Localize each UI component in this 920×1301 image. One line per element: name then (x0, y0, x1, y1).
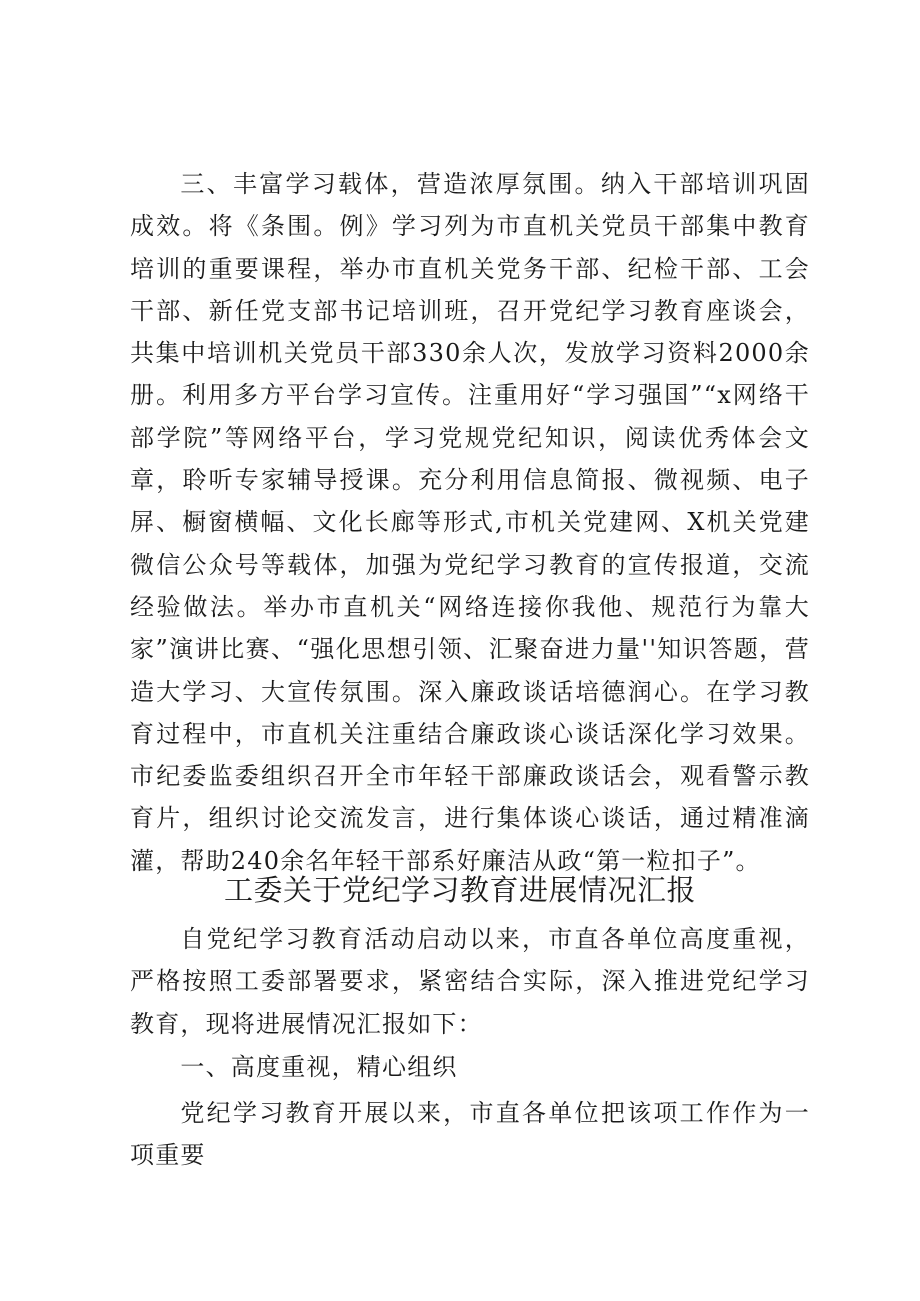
section-heading-one: 一、高度重视，精心组织 (180, 1053, 458, 1081)
body-paragraph-section-one: 党纪学习教育开展以来，市直各单位把该项工作作为一项重要 (130, 1099, 810, 1170)
intro-paragraph: 自党纪学习教育活动启动以来，市直各单位高度重视，严格按照工委部署要求，紧密结合实际，深入推进党纪学习教育，现将进展情况汇报如下： (130, 925, 810, 1038)
body-paragraph-section-three: 三、丰富学习载体，营造浓厚氛围。纳入干部培训巩固成效。将《条围。例》学习列为市直机关党员干部集中教育培训的重要课程，举办市直机关党务干部、纪检干部、工会干部、新任党支部书记培训班，召开党纪学习教育座谈会，共集中培训机关党员干部330余人次，发放学习资料2000余册。利用多方平台学习宣传。注重用好“学习强国”“x网络干部学院”等网络平台，学习党规党纪知识，阅读优秀体会文章，聆听专家辅导授课。充分利用信息简报、微视频、电子屏、橱窗横幅、文化长廊等形式,市机关党建网、X机关党建微信公众号等载体，加强为党纪学习教育的宣传报道，交流经验做法。举办市直机关“网络连接你我他、规范行为靠大家”演讲比赛、“强化思想引领、汇聚奋进力量''知识答题，营造大学习、大宣传氛围。深入廉政谈话培德润心。在学习教育过程中，市直机关注重结合廉政谈心谈话深化学习效果。市纪委监委组织召开全市年轻干部廉政谈话会，观看警示教育片，组织讨论交流发言，进行集体谈心谈话，通过精准滴灌，帮助240余名年轻干部系好廉洁从政“第一粒扣子”。 (130, 170, 810, 875)
report-title: 工委关于党纪学习教育进展情况汇报 (223, 873, 696, 907)
